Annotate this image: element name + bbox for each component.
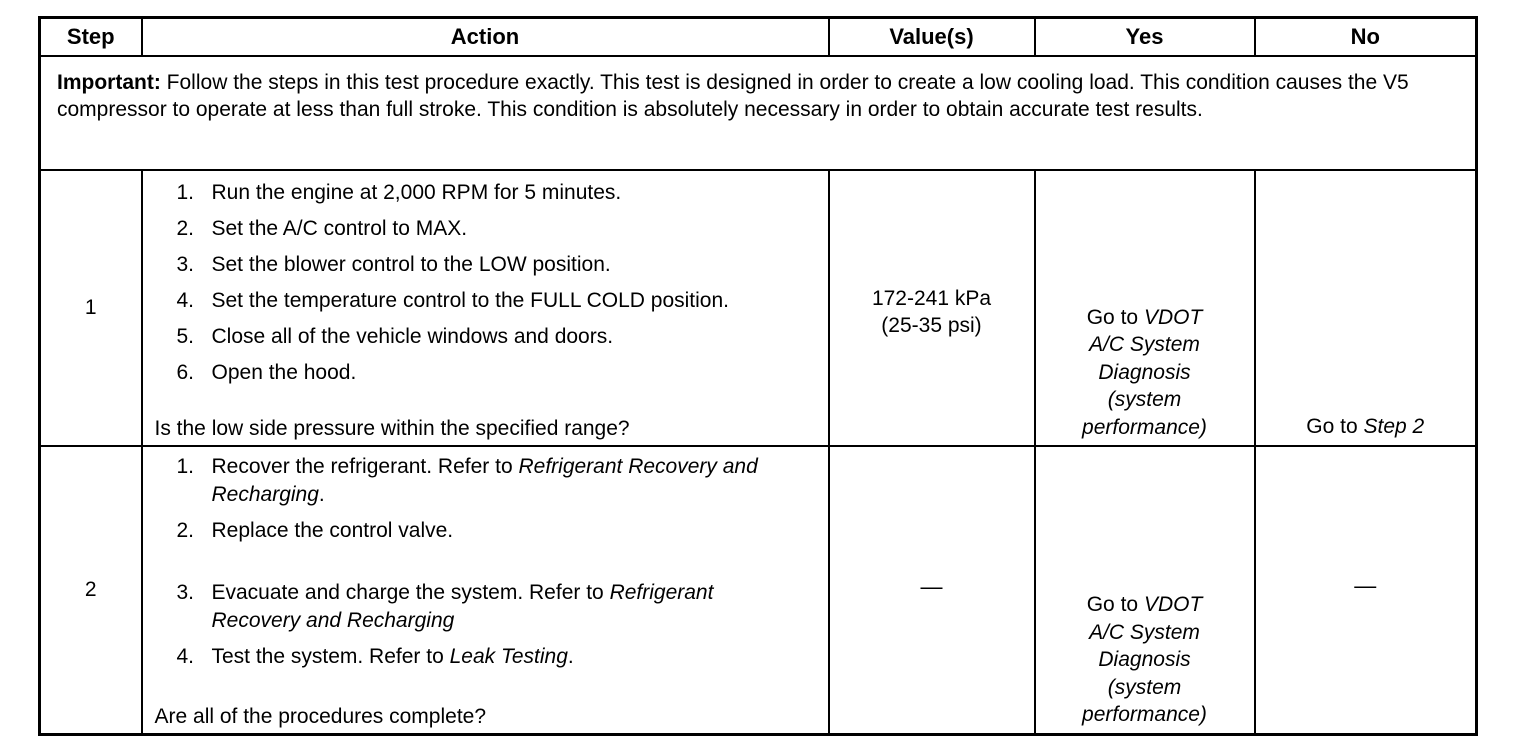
no-prefix: Go to — [1306, 415, 1358, 438]
table-row-step-1 — [40, 170, 1477, 446]
yes-ref-part: VDOT — [1143, 305, 1203, 329]
item-number: 2. — [176, 519, 195, 542]
yes-prefix: Go to — [1086, 593, 1139, 616]
header-step: Step — [40, 18, 142, 57]
important-text: Follow the steps in this test procedure exactly. This test is designed in order to create a low cooling load. This condition causes the V5 compressor to operate at less than full stroke. This condition is absolutely necessary in order to obtain accurate test results. — [57, 71, 1409, 121]
item-number: 5. — [176, 325, 195, 348]
item-text: Replace the control valve. — [211, 519, 454, 542]
step-number: 1 — [40, 170, 142, 446]
value-dash: — — [920, 574, 943, 599]
yes-reference — [1036, 591, 1254, 729]
value-line-1: 172-241 kPa — [871, 287, 992, 310]
yes-cell — [1035, 446, 1255, 734]
item-number: 1. — [176, 181, 195, 204]
list-item — [143, 323, 828, 351]
item-number: 6. — [176, 361, 195, 384]
yes-ref-part: A/C System — [1089, 333, 1200, 356]
item-ref: Leak Testing — [449, 645, 568, 668]
action-list — [143, 453, 828, 671]
value-line-2: (25-35 psi) — [881, 314, 982, 337]
yes-cell — [1035, 170, 1255, 446]
list-item — [143, 517, 828, 545]
yes-ref-part: Diagnosis — [1098, 648, 1191, 671]
yes-reference — [1036, 304, 1254, 442]
action-list — [143, 179, 828, 387]
item-text: Close all of the vehicle windows and doors. — [211, 325, 614, 348]
step-question: Are all of the procedures complete? — [154, 704, 487, 728]
list-item — [143, 643, 828, 671]
item-number: 3. — [176, 253, 195, 276]
list-item — [143, 453, 828, 509]
item-number: 4. — [176, 645, 195, 668]
yes-ref-part: A/C System — [1089, 620, 1200, 644]
item-number: 3. — [176, 581, 195, 604]
yes-ref-part: (system — [1107, 388, 1182, 411]
item-text: Run the engine at 2,000 RPM for 5 minutes. — [211, 181, 622, 204]
list-item — [143, 251, 828, 279]
header-row — [40, 18, 1477, 57]
important-row — [40, 56, 1477, 170]
item-ref: Refrigerant Recovery and Recharging — [211, 455, 758, 506]
list-item — [143, 179, 828, 207]
step-number: 2 — [40, 446, 142, 734]
item-number: 1. — [176, 455, 195, 478]
action-cell — [142, 170, 829, 446]
table-row-step-2 — [40, 446, 1477, 734]
yes-ref-part: performance) — [1082, 703, 1207, 726]
important-label: Important: — [57, 71, 161, 94]
no-ref: Step 2 — [1363, 415, 1425, 438]
step-question: Is the low side pressure within the specified range? — [154, 417, 630, 440]
no-cell — [1255, 446, 1477, 734]
list-item — [143, 359, 828, 387]
item-number: 4. — [176, 289, 195, 312]
item-text: Test the system. Refer to — [211, 645, 444, 668]
important-note — [40, 56, 1477, 170]
yes-ref-part: Diagnosis — [1098, 360, 1191, 384]
item-ref: Refrigerant Recovery and Recharging — [211, 581, 714, 632]
header-no: No — [1255, 18, 1477, 57]
yes-ref-part: performance) — [1082, 415, 1207, 439]
item-text: Open the hood. — [211, 361, 357, 384]
item-suffix: . — [567, 645, 574, 668]
item-text: Evacuate and charge the system. Refer to — [211, 581, 604, 604]
item-text: Recover the refrigerant. Refer to — [211, 455, 513, 478]
item-number: 2. — [176, 217, 195, 240]
header-values: Value(s) — [829, 18, 1035, 57]
item-text: Set the temperature control to the FULL COLD position. — [211, 289, 729, 312]
header-action: Action — [142, 18, 829, 57]
yes-ref-part: (system — [1107, 675, 1182, 699]
list-item — [143, 215, 828, 243]
no-dash: — — [1354, 573, 1377, 598]
diagnostic-table — [38, 16, 1478, 736]
yes-prefix: Go to — [1086, 305, 1139, 329]
value-cell — [829, 170, 1035, 446]
no-reference — [1256, 413, 1476, 441]
list-item — [143, 287, 828, 315]
header-yes: Yes — [1035, 18, 1255, 57]
list-item — [143, 579, 828, 635]
yes-ref-part: VDOT — [1143, 593, 1203, 616]
item-text: Set the A/C control to MAX. — [211, 217, 468, 240]
no-cell — [1255, 170, 1477, 446]
item-suffix: . — [318, 483, 325, 506]
item-text: Set the blower control to the LOW position. — [211, 253, 611, 276]
value-cell — [829, 446, 1035, 734]
action-cell — [142, 446, 829, 734]
